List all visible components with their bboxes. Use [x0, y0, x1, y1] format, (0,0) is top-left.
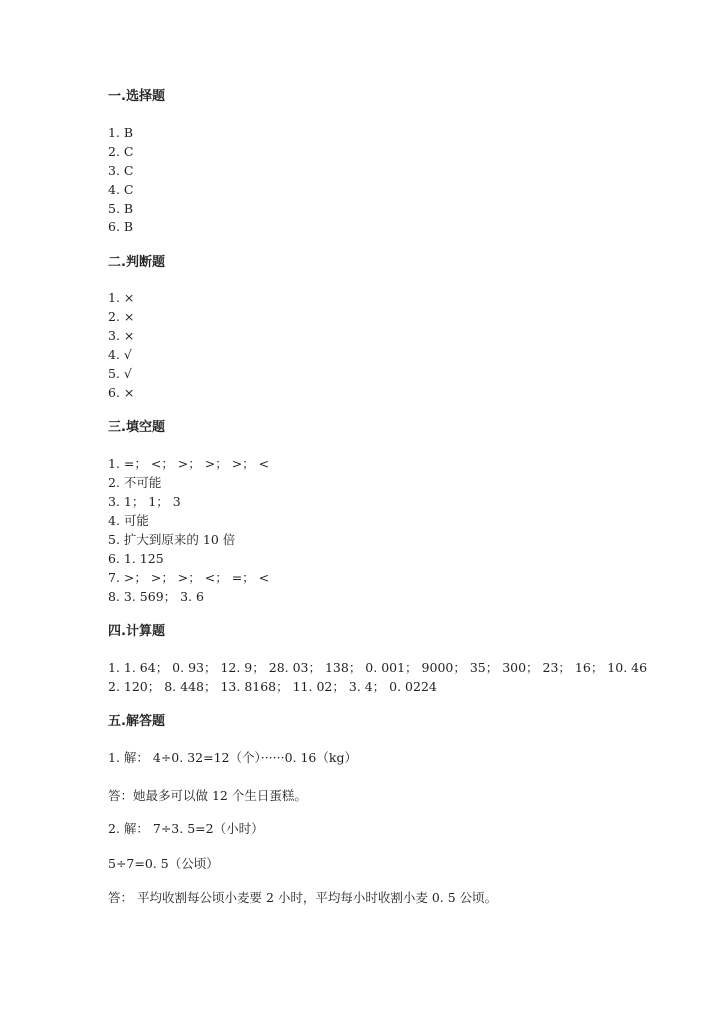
answer-line: 1. 解： 4÷0. 32=12（个）······0. 16（kg）	[108, 750, 357, 765]
answer-line: 1. 1. 64； 0. 93； 12. 9； 28. 03； 138； 0. 001； 9000； 35； 300； 23； 16； 10. 46	[108, 660, 648, 675]
answer-line: 答：她最多可以做 12 个生日蛋糕。	[108, 788, 307, 803]
answer-line: 1. B	[108, 125, 134, 140]
answer-line: 3. ×	[108, 328, 135, 343]
section-heading-calculation: 四.计算题	[108, 624, 165, 639]
answer-line: 4. √	[108, 347, 132, 362]
answer-line: 3. C	[108, 163, 134, 178]
answer-line: 2. C	[108, 144, 134, 159]
answer-line: 2. 解： 7÷3. 5=2（小时）	[108, 821, 264, 836]
answer-line: 1. =； <； >； >； >； <	[108, 456, 270, 471]
answer-line: 答： 平均收割每公顷小麦要 2 小时，平均每小时收割小麦 0. 5 公顷。	[108, 890, 498, 905]
answer-line: 6. 1. 125	[108, 551, 164, 566]
answer-line: 2. 不可能	[108, 475, 162, 490]
section-heading-choice: 一.选择题	[108, 89, 165, 104]
answer-line: 5÷7=0. 5（公顷）	[108, 856, 219, 871]
section-heading-solution: 五.解答题	[108, 714, 165, 729]
answer-line: 4. 可能	[108, 513, 149, 528]
section-heading-fill-blank: 三.填空题	[108, 420, 165, 435]
answer-line: 5. √	[108, 366, 132, 381]
answer-line: 7. >； >； >； <； =； <	[108, 570, 270, 585]
answer-line: 2. 120； 8. 448； 13. 8168； 11. 02； 3. 4； 0. 0224	[108, 679, 437, 694]
answer-line: 1. ×	[108, 290, 135, 305]
answer-line: 5. 扩大到原来的 10 倍	[108, 532, 236, 547]
answer-line: 6. B	[108, 219, 134, 234]
section-heading-judgment: 二.判断题	[108, 255, 165, 270]
answer-line: 3. 1； 1； 3	[108, 494, 181, 509]
answer-line: 4. C	[108, 182, 134, 197]
answer-line: 6. ×	[108, 385, 135, 400]
answer-line: 5. B	[108, 201, 134, 216]
answer-line: 2. ×	[108, 309, 135, 324]
answer-line: 8. 3. 569； 3. 6	[108, 589, 204, 604]
